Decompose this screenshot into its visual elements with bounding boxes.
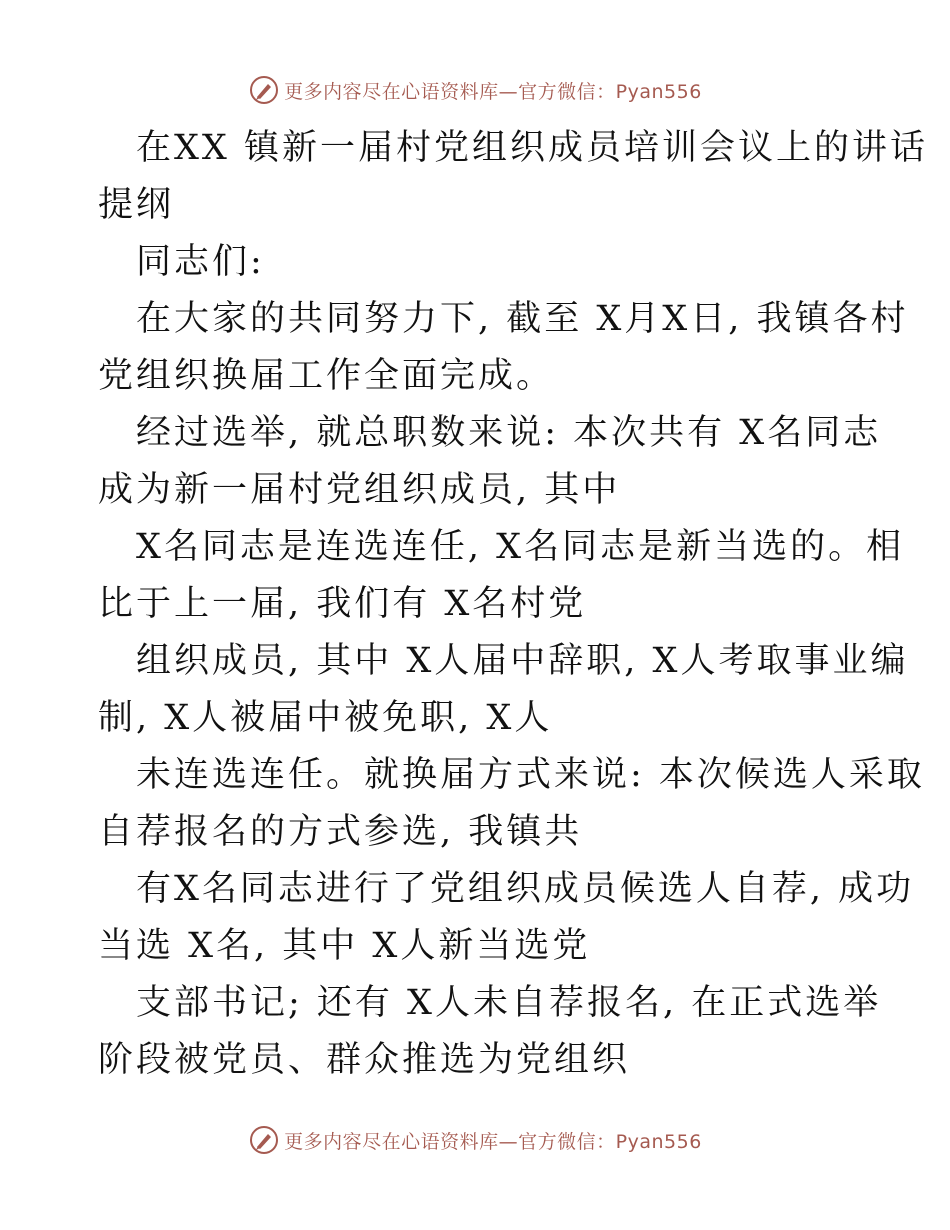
paragraph-line: 支部书记; 还有 X人未自荐报名, 在正式选举: [136, 983, 882, 1023]
salutation: 同志们:: [136, 242, 265, 282]
header-banner-text: 更多内容尽在心语资料库—官方微信：Pyan556: [284, 80, 702, 103]
paragraph-line: 组织成员, 其中 X人届中辞职, X人考取事业编: [136, 641, 909, 681]
pen-circle-logo-icon: [248, 74, 280, 106]
paragraph-line: 有X名同志进行了党组织成员候选人自荐, 成功: [136, 869, 915, 909]
paragraph-line: 当选 X名, 其中 X人新当选党: [98, 926, 591, 966]
paragraph-line: 阶段被党员、群众推选为党组织: [98, 1040, 631, 1080]
header-banner: [0, 70, 950, 110]
footer-banner-text: 更多内容尽在心语资料库—官方微信：Pyan556: [284, 1130, 702, 1153]
document-body: [98, 120, 928, 1089]
paragraph-line: X名同志是连选连任, X名同志是新当选的。相: [136, 527, 905, 567]
footer-banner: [0, 1120, 950, 1160]
paragraph-line: 制, X人被届中被免职, X人: [98, 698, 553, 738]
paragraph-line: 未连选连任。就换届方式来说: 本次候选人采取: [136, 755, 925, 795]
title-line-2: 提纲: [98, 185, 175, 225]
paragraph-line: 党组织换届工作全面完成。: [98, 356, 555, 396]
paragraph-line: 比于上一届, 我们有 X名村党: [98, 584, 587, 624]
paragraph-line: 成为新一届村党组织成员, 其中: [98, 470, 621, 510]
paragraph-line: 经过选举, 就总职数来说: 本次共有 X名同志: [136, 413, 882, 453]
pen-circle-logo-icon: [248, 1124, 280, 1156]
title-line-1: 在XX 镇新一届村党组织成员培训会议上的讲话: [136, 128, 928, 168]
paragraph-line: 自荐报名的方式参选, 我镇共: [98, 812, 583, 852]
paragraph-line: 在大家的共同努力下, 截至 X月X日, 我镇各村: [136, 299, 909, 339]
